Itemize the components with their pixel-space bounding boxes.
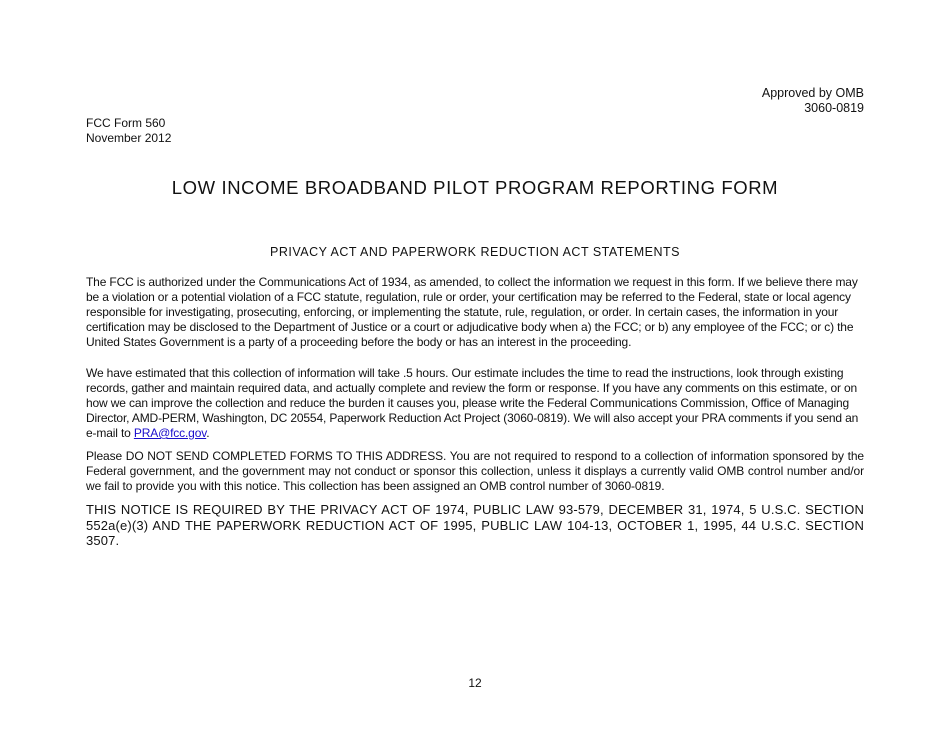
legal-notice-paragraph: THIS NOTICE IS REQUIRED BY THE PRIVACY ACT OF 1974, PUBLIC LAW 93-579, DECEMBER 31, 1974, 5 U.S.C. SECTION 552a(e)(3) AND THE PAPERWORK REDUCTION ACT OF 1995, PUBLIC LAW 104-13, OCTOBER 1, 1995, 44 U.S.C. SECTION 3507. [86,502,864,548]
paperwork-burden-end: . [206,426,210,440]
paperwork-burden-text: We have estimated that this collection of information will take .5 hours. Our estimate includes the time to read the instructions, look through existing records, gather and maintain required data, and actually complete and review the form or response. If you have any comments on this estimate, or on how we can improve the collection and reduce the burden it causes you, please write the Federal Communications Commission, Office of Managing Director, AMD-PERM, Washington, DC 20554, Paperwork Reduction Act Project (3060-0819). We will also accept your PRA comments if you send an e-mail to [86,366,859,440]
paperwork-burden-paragraph [86,366,864,441]
page-number: 12 [468,676,482,690]
omb-approval [762,86,864,116]
do-not-send-paragraph: Please DO NOT SEND COMPLETED FORMS TO THIS ADDRESS. You are not required to respond to a collection of information sponsored by the Federal government, and the government may not conduct or sponsor this collection, unless it displays a currently valid OMB control number and/or we fail to provide you with this notice. This collection has been assigned an OMB control number of 3060-0819. [86,449,864,493]
section-heading: PRIVACY ACT AND PAPERWORK REDUCTION ACT STATEMENTS [269,245,681,259]
omb-approval-label: Approved by OMB [761,86,864,100]
page-title: LOW INCOME BROADBAND PILOT PROGRAM REPORTING FORM [171,177,779,198]
form-date: November 2012 [86,131,172,145]
privacy-authority-paragraph: The FCC is authorized under the Communications Act of 1934, as amended, to collect the information we request in this form. If we believe there may be a violation or a potential violation of a FCC statute, regulation, rule or order, your certification may be referred to the Federal, state or local agency responsible for investigating, prosecuting, enforcing, or implementing the statute, rule, regulation, or order. In certain cases, the information in your certification may be disclosed to the Department of Justice or a court or adjudicative body when a) the FCC; or b) any employee of the FCC; or c) the United States Government is a party of a proceeding before the body or has an interest in the proceeding. [86,275,858,349]
form-identifier [86,116,171,146]
omb-control-number: 3060-0819 [804,101,864,115]
form-number: FCC Form 560 [86,116,166,130]
pra-email-link[interactable]: PRA@fcc.gov [133,426,207,440]
